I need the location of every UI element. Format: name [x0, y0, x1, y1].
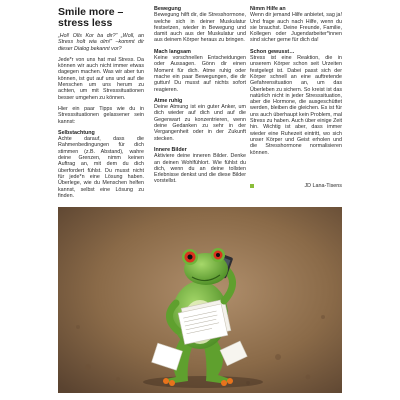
paragraph: Deine Atmung ist ein guter Anker, um dich wieder auf dich und auf die Gegenwart zu konzentrieren, wenn deine Gedanken zu sehr in der Vergangenheit oder in der Zukunft stecken.: [154, 104, 246, 142]
title-line-1: Smile more –: [58, 6, 124, 18]
author-name: JD Lana-Tisens: [304, 183, 342, 189]
col2-section-2: [154, 98, 246, 142]
section-heading: Bewegung: [154, 6, 182, 12]
col1-section-2: [58, 130, 144, 199]
stressed-frog-photo: [58, 207, 342, 393]
paragraph: Wenn dir jemand Hilfe anbietet, sag ja! Und frage auch nach Hilfe, wenn du sie brauchst. Deine Freunde, Familie, Kollegen oder Jugendarbeiter*innen sind sicher gerne für dich da!: [250, 12, 342, 44]
paragraph: Achte darauf, dass die Rahmenbedingungen für dich stimmen (z.B. Abstand), wahre deine Grenzen, nimm keinen Auftrag an, mit dem du dich überfordert fühlst. Du musst nicht für jede*n eine Lösung haben. Überlege, wie du Menschen helfen kannst, selbst eine Lösung zu finden.: [58, 136, 144, 199]
col2-section-3: [154, 147, 246, 185]
col3-section-0: [250, 6, 342, 44]
column-3: [250, 6, 342, 161]
article-title: [58, 7, 144, 29]
paragraph: Aktiviere deine inneren Bilder. Denke an deinen Wohlfühlort. Wie fühlst du dich, wenn du an deine tollsten Erlebnisse denkst und die diese Bilder vorstellst.: [154, 153, 246, 185]
col3-section-1: [250, 49, 342, 156]
section-heading: Nimm Hilfe an: [250, 6, 286, 12]
section-heading: Selbstachtung: [58, 129, 95, 136]
magazine-page: [50, 2, 350, 398]
col1-section-0: [58, 57, 144, 101]
frog-illustration: [58, 207, 342, 393]
title-line-2: stress less: [58, 17, 113, 29]
paragraph: Jede*r von uns hat mal Stress. Da können wir auch nicht immer etwas dagegen machen. Was wir aber tun können, ist gut auf uns und auf die Menschen um uns herum zu achten, um mit Stresssituationen besser umgehen zu können.: [58, 56, 144, 101]
col2-section-1: [154, 49, 246, 93]
paragraph: Stress ist eine Reaktion, die in unserem Körper schon seit Urzeiten festgelegt ist. Dabei passt sich der Körper schnell an eine auftretende Gefahrensituation an, um das Überleben zu sichern. So kreist ist das natürlich nicht in jeder Stresssituation, aber die Hormone, die ausgeschüttet werden, bleiben die gleichen. Es ist für uns auch überhaupt kein Problem, mal Stress zu haben. Auch über einige Zeit hin. Wichtig ist aber, dass immer wieder eine Ruhezeit eintritt, wo sich unser Körper und Geist erholen und die Stresshormone normalisieren können.: [250, 55, 342, 156]
paragraph: Keine vorschnellen Entscheidungen oder Aussagen. Gönn dir einen Moment für dich. Atme ruhig oder mache ein paar Bewegungen, die dir guttun! Du musst auf nichts sofort reagieren.: [154, 55, 246, 93]
col1-section-1: [58, 106, 144, 125]
section-heading: Mach langsam: [154, 48, 191, 55]
col2-section-0: [154, 6, 246, 44]
paragraph: Bewegung hilft dir, die Stresshormone, welche sich in deiner Muskulatur festsetzen, wieder in Bewegung und damit auch aus der Muskulatur und aus deinem Körper heraus zu bringen.: [154, 12, 246, 44]
green-square-icon: [250, 184, 254, 188]
section-heading: Atme ruhig: [154, 97, 183, 104]
paragraph: Hier ein paar Tipps wie du in Stresssituationen gelassener sein kannst:: [58, 105, 144, 125]
section-heading: Innere Bilder: [154, 146, 187, 153]
author-credit: [250, 183, 342, 190]
section-heading: Schon gewusst…: [250, 48, 295, 55]
intro-quote: „Hol! Olls Kor ba dir?“ „Woll, an Stress holt wia olm!“ –kommt dir dieser Dialog bekannt vor?: [58, 33, 144, 52]
column-1: [58, 6, 144, 204]
column-2: [154, 6, 246, 190]
